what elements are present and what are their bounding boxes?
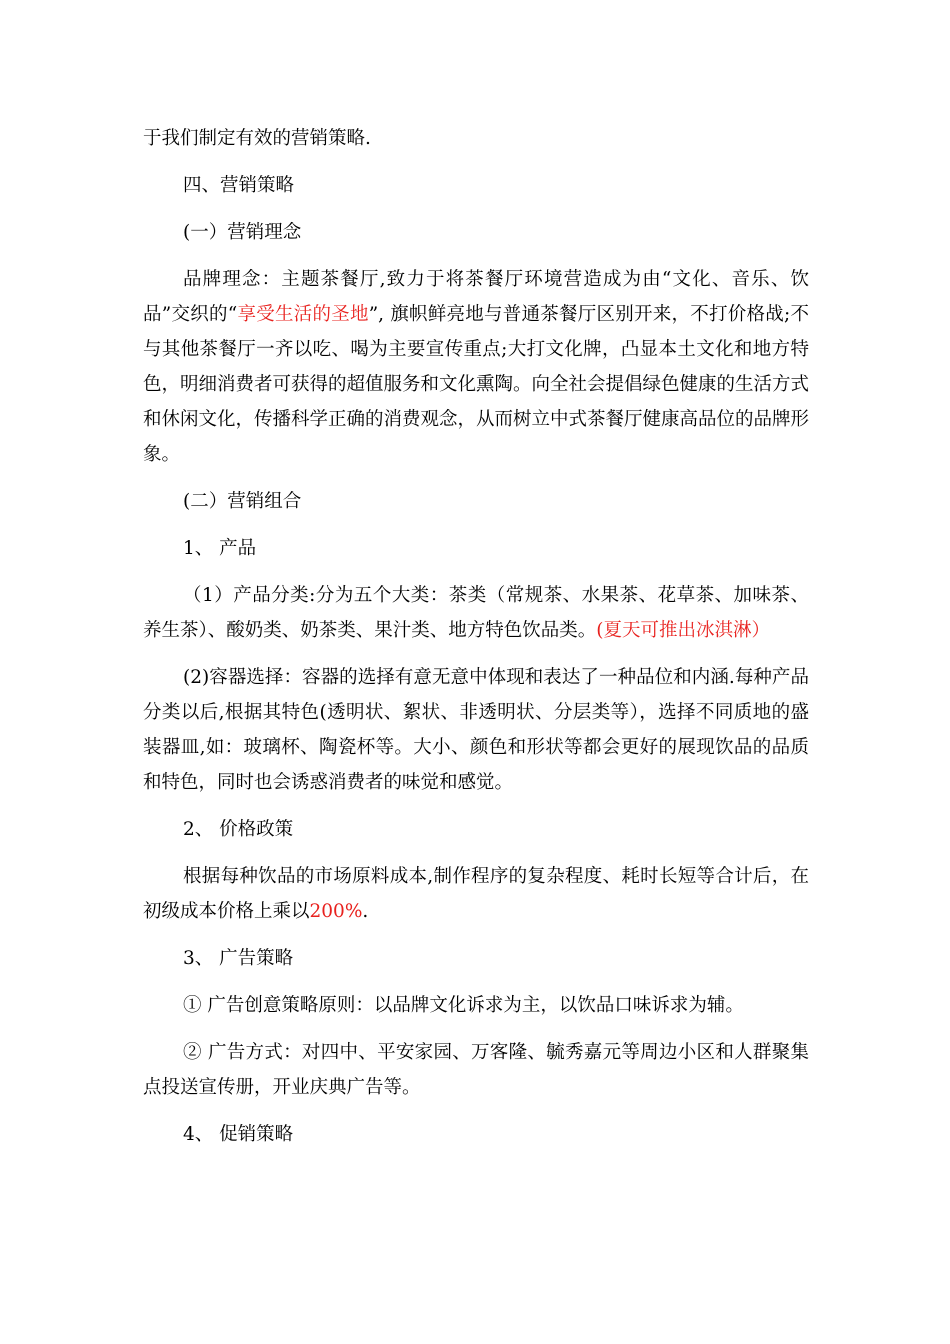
brand-concept-text-a: 品牌理念：主题茶餐厅,致力于将茶餐厅环境营造成为由“文化、音乐、饮品”交织的“ [143,269,809,325]
brand-concept-highlight: 享受生活的圣地 [237,304,369,325]
subsection-heading-marketing-mix: (二）营销组合 [183,491,302,512]
item-heading-product: 1、 产品 [183,538,257,559]
paragraph-continuation: 于我们制定有效的营销策略. [143,128,371,149]
pricing-text-b: . [362,901,369,922]
item-heading-promotion-strategy: 4、 促销策略 [183,1124,294,1145]
paragraph-ad-methods: ② 广告方式：对四中、平安家园、万客隆、毓秀嘉元等周边小区和人群聚集点投送宣传册，开业庆典广告等。 [143,1042,809,1098]
document-body [143,121,809,1164]
brand-concept-text-b: ”, 旗帜鲜亮地与普通茶餐厅区别开来，不打价格战;不与其他茶餐厅一齐以吃、喝为主要宣传重点;大打文化牌，凸显本土文化和地方特色，明细消费者可获得的超值服务和文化熏陶。向全社会提倡绿色健康的生活方式和休闲文化，传播科学正确的消费观念，从而树立中式茶餐厅健康高品位的品牌形象。 [143,304,810,465]
paragraph-pricing [143,859,809,929]
pricing-highlight: 200% [309,901,363,922]
item-heading-advertising-strategy: 3、 广告策略 [183,948,294,969]
product-categories-text: （1）产品分类:分为五个大类：茶类（常规茶、水果茶、花草茶、加味茶、养生茶）、酸奶类、奶茶类、果汁类、地方特色饮品类。 [143,585,809,641]
paragraph-ad-principle: ① 广告创意策略原则：以品牌文化诉求为主，以饮品口味诉求为辅。 [183,995,744,1016]
paragraph-container-selection: (2)容器选择：容器的选择有意无意中体现和表达了一种品位和内涵.每种产品分类以后,根据其特色(透明状、絮状、非透明状、分层类等），选择不同质地的盛装器皿,如：玻璃杯、陶瓷杯等。大小、颜色和形状等都会更好的展现饮品的品质和特色，同时也会诱惑消费者的味觉和感觉。 [143,667,809,793]
section-heading-marketing-strategy: 四、营销策略 [183,175,295,196]
paragraph-product-categories [143,578,809,648]
pricing-text-a: 根据每种饮品的市场原料成本,制作程序的复杂程度、耗时长短等合计后，在初级成本价格上乘以 [143,866,809,922]
subsection-heading-marketing-concept: (一）营销理念 [183,222,302,243]
paragraph-brand-concept [143,262,809,472]
product-categories-highlight: (夏天可推出冰淇淋） [596,620,770,641]
item-heading-pricing-policy: 2、 价格政策 [183,819,294,840]
